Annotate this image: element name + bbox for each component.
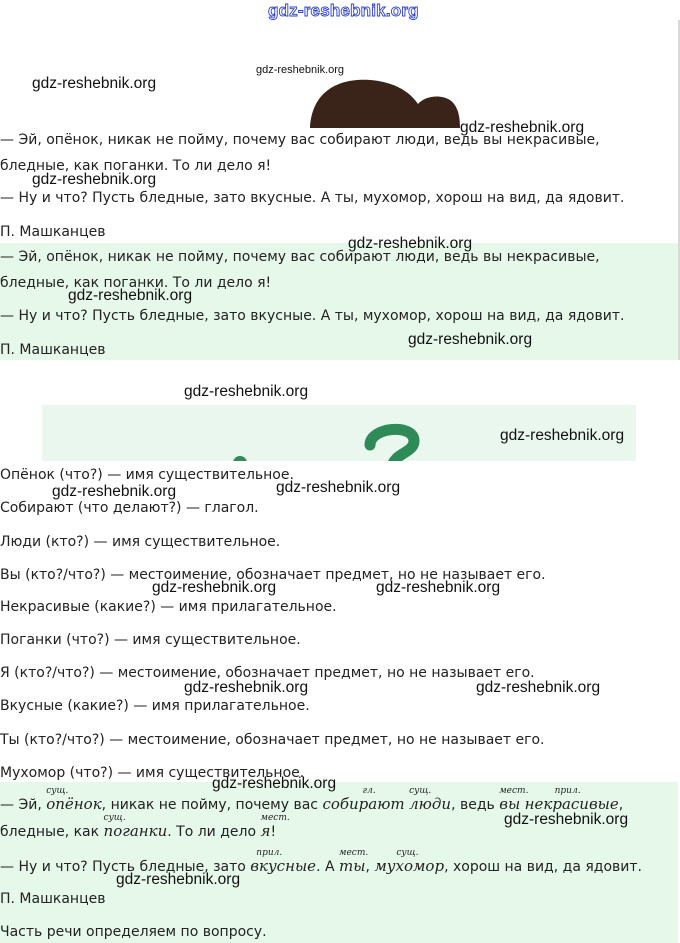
word-ty: мест. ты	[339, 848, 369, 875]
annotated-author: П. Машканцев	[0, 891, 106, 907]
analysis-item: Опёнок (что?) — имя существительное.	[0, 467, 294, 483]
word-openok: сущ. опёнок	[46, 786, 102, 813]
watermark: gdz-reshebnik.org	[408, 331, 533, 348]
word-poganki: сущ. поганки	[103, 813, 168, 840]
watermark: gdz-reshebnik.org	[504, 811, 629, 828]
watermark: gdz-reshebnik.org	[184, 383, 309, 400]
annotated-line-1: — Эй, сущ. опёнок, никак не пойму, почему вас гл. собирают сущ. люди, ведь мест. вы прил. некрасивые,	[0, 786, 624, 813]
watermark: gdz-reshebnik.org	[184, 679, 309, 696]
dialog-line-1: — Эй, опёнок, никак не пойму, почему вас собирают люди, ведь вы некрасивые,	[0, 132, 600, 148]
word-vy: мест. вы	[499, 786, 529, 813]
word-vkusnye: прил. вкусные	[250, 848, 317, 875]
annotated-line-3: — Ну и что? Пусть бледные, зато прил. вкусные. А мест. ты, сущ. мухомор, хорош на вид, да ядовит.	[0, 848, 642, 875]
watermark-top: gdz-reshebnik.org	[268, 1, 419, 20]
dialog-line-2: бледные, как поганки. То ли дело я!	[0, 158, 272, 174]
watermark: gdz-reshebnik.org	[32, 171, 157, 188]
watermark: gdz-reshebnik.org	[500, 427, 625, 444]
conclusion-text: Часть речи определяем по вопросу.	[0, 924, 267, 940]
word-ya: мест. я	[260, 813, 290, 840]
watermark: gdz-reshebnik.org	[68, 287, 193, 304]
analysis-item: Ты (кто?/что?) — местоимение, обозначает предмет, но не называет его.	[0, 732, 545, 748]
watermark: gdz-reshebnik.org	[32, 75, 157, 92]
word-muhomor: сущ. мухомор	[374, 848, 445, 875]
annotated-line-2: бледные, как сущ. поганки. То ли дело мест. я!	[0, 813, 290, 840]
analysis-item: Мухомор (что?) — имя существительное.	[0, 765, 305, 781]
word-sobirayut: гл. собирают	[322, 786, 405, 813]
dialog-line-3: — Ну и что? Пусть бледные, зато вкусные. А ты, мухомор, хорош на вид, да ядовит.	[0, 308, 625, 324]
dialog-line-2: бледные, как поганки. То ли дело я!	[0, 275, 272, 291]
watermark: gdz-reshebnik.org	[476, 679, 601, 696]
dialog-line-1: — Эй, опёнок, никак не пойму, почему вас собирают люди, ведь вы некрасивые,	[0, 249, 600, 265]
analysis-item: Люди (кто?) — имя существительное.	[0, 534, 281, 550]
analysis-item: Собирают (что делают?) — глагол.	[0, 500, 259, 516]
analysis-item: Вы (кто?/что?) — местоимение, обозначает предмет, но не называет его.	[0, 567, 546, 583]
watermark: gdz-reshebnik.org	[212, 775, 337, 792]
analysis-item: Вкусные (какие?) — имя прилагательное.	[0, 698, 310, 714]
watermark: gdz-reshebnik.org	[376, 579, 501, 596]
mushroom-illustration	[300, 70, 470, 128]
watermark: gdz-reshebnik.org	[116, 871, 241, 888]
dialog-line-3: — Ну и что? Пусть бледные, зато вкусные. А ты, мухомор, хорош на вид, да ядовит.	[0, 190, 625, 206]
watermark: gdz-reshebnik.org	[52, 483, 177, 500]
word-nekrasivye: прил. некрасивые	[524, 786, 619, 813]
watermark: gdz-reshebnik.org	[276, 479, 401, 496]
watermark: gdz-reshebnik.org	[152, 579, 277, 596]
analysis-item: Некрасивые (какие?) — имя прилагательное.	[0, 599, 337, 615]
dialog-author: П. Машканцев	[0, 224, 106, 240]
word-lyudi: сущ. люди	[409, 786, 452, 813]
dialog-author: П. Машканцев	[0, 342, 106, 358]
analysis-item: Я (кто?/что?) — местоимение, обозначает предмет, но не называет его.	[0, 665, 535, 681]
watermark: gdz-reshebnik.org	[256, 64, 345, 76]
analysis-item: Поганки (что?) — имя существительное.	[0, 632, 301, 648]
watermark: gdz-reshebnik.org	[460, 119, 585, 136]
watermark: gdz-reshebnik.org	[348, 235, 473, 252]
